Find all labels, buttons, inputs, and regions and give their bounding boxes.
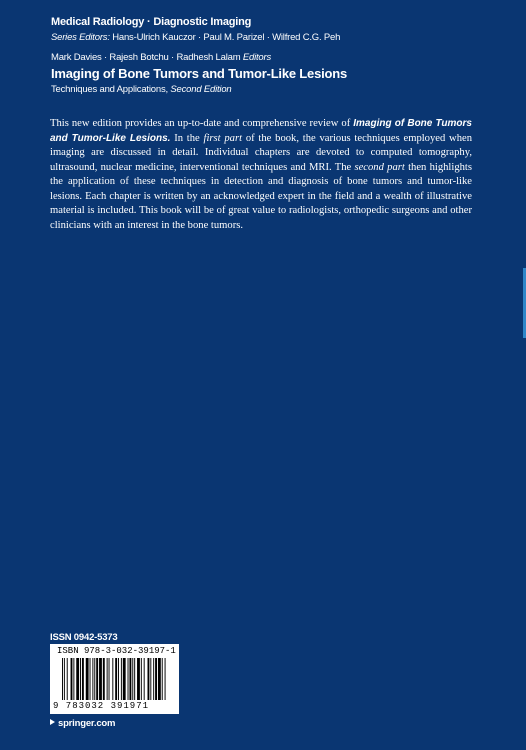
issn: ISSN 0942-5373 — [50, 632, 118, 643]
barcode — [50, 644, 179, 714]
barcode-bar — [64, 658, 65, 700]
barcode-bar — [153, 658, 154, 700]
book-description — [50, 117, 472, 233]
barcode-bar — [134, 658, 135, 700]
barcode-bar — [132, 658, 133, 700]
barcode-bar — [137, 658, 140, 700]
barcode-bar — [107, 658, 108, 700]
book-editors — [51, 52, 271, 63]
barcode-bar — [158, 658, 161, 700]
barcode-bar — [128, 658, 129, 700]
book-editors-label: Editors — [242, 52, 272, 63]
arrow-right-icon — [50, 719, 55, 725]
blurb-first-part: first part — [203, 132, 243, 144]
barcode-bar — [80, 658, 81, 700]
blurb-part-1: This new edition provides an up-to-date and comprehensive review of — [50, 118, 351, 129]
barcode-bar — [123, 658, 126, 700]
series-editors-names: Hans-Ulrich Kauczor · Paul M. Parizel · Wilfred C.G. Peh — [112, 32, 341, 43]
barcode-bar — [118, 658, 119, 700]
series-editors — [51, 32, 340, 43]
series-title: Medical Radiology · Diagnostic Imaging — [51, 16, 252, 28]
barcode-bar — [121, 658, 122, 700]
barcode-bar — [82, 658, 84, 700]
barcode-bar — [162, 658, 163, 700]
barcode-bar — [86, 658, 89, 700]
barcode-bar — [71, 658, 73, 700]
blurb-second-part: second part — [354, 161, 405, 173]
barcode-bar — [112, 658, 113, 700]
book-subtitle-text: Techniques and Applications, — [51, 84, 168, 95]
barcode-bar — [148, 658, 150, 700]
barcode-bar — [76, 658, 79, 700]
publisher-link[interactable] — [50, 718, 115, 729]
book-subtitle — [51, 84, 232, 95]
book-editors-names: Mark Davies · Rajesh Botchu · Radhesh Lalam — [51, 52, 241, 63]
publisher-url: springer.com — [58, 718, 116, 729]
barcode-bar — [155, 658, 157, 700]
barcode-bar — [165, 658, 166, 700]
barcode-bar — [115, 658, 117, 700]
barcode-digits: 9 783032 391971 — [53, 701, 150, 711]
barcode-bar — [73, 658, 74, 700]
barcode-bar — [96, 658, 98, 700]
barcode-bar — [141, 658, 142, 700]
barcode-bar — [99, 658, 102, 700]
barcode-bar — [144, 658, 145, 700]
blurb-book-title: Imaging of Bone Tumors and Tumor-Like Lesions. — [50, 118, 472, 144]
barcode-isbn: ISBN 978-3-032-39197-1 — [57, 646, 176, 656]
blurb-part-2: In the — [174, 132, 200, 144]
blurb-part-4: then highlights the application of these techniques in detection and diagnosis of bone tumors and tumor-like lesions. Each chapter is written by an acknowledged expert in the field and a wealth of illustrative material is included. This book will be of great value to radiologists, orthopedic surgeons and other clinicians with an interest in the bone tumors. — [50, 161, 472, 231]
blurb-part-3: of the book, the various techniques employed when imaging are discussed in detail. Individual chapters are devoted to computed tomography, ultrasound, nuclear medicine, interventional techniques and MRI. The — [50, 132, 472, 173]
barcode-bar — [92, 658, 93, 700]
book-edition: Second Edition — [170, 84, 232, 95]
barcode-bar — [109, 658, 110, 700]
series-editors-label: Series Editors: — [51, 32, 110, 43]
barcode-bar — [67, 658, 68, 700]
barcode-bar — [94, 658, 95, 700]
barcode-bar — [129, 658, 131, 700]
barcode-bar — [62, 658, 63, 700]
book-title: Imaging of Bone Tumors and Tumor-Like Lesions — [51, 66, 348, 81]
barcode-bar — [90, 658, 91, 700]
barcode-bar — [150, 658, 151, 700]
barcode-bar — [103, 658, 105, 700]
